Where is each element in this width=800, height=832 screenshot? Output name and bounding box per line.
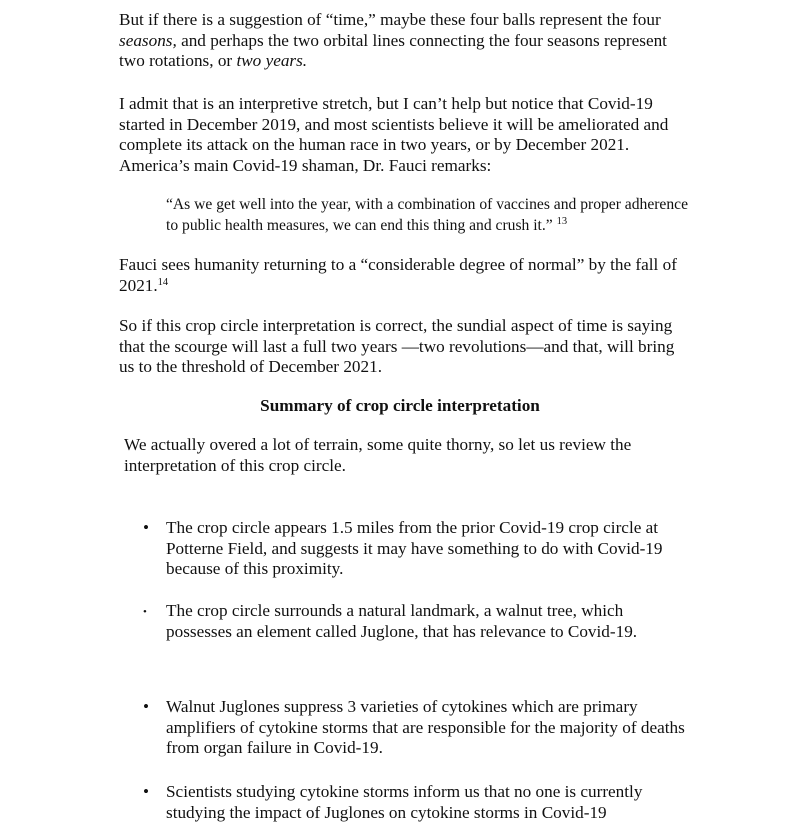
- footnote-marker-13: 13: [556, 215, 568, 227]
- paragraph-seasons-emphasis-2: two years.: [236, 51, 308, 71]
- bullet-item-walnut-tree: The crop circle surrounds a natural landmark, a walnut tree, which possesses an element called Juglone, that has relevance to Covid-19.: [166, 601, 638, 641]
- bullet-item-scientists: Scientists studying cytokine storms inform us that no one is currently studying the impact of Juglones on cytokine storms in Covid-19: [166, 782, 643, 822]
- bullet-marker: •: [143, 518, 150, 537]
- paragraph-seasons-emphasis-1: seasons,: [119, 30, 177, 50]
- paragraph-seasons-text-2: and perhaps the two orbital lines connecting the four seasons represent two rotations, or: [119, 30, 667, 71]
- bullet-marker: •: [143, 606, 147, 618]
- paragraph-seasons-text-1: But if there is a suggestion of “time,” maybe these four balls represent the four: [119, 10, 661, 29]
- fauci-quote: [166, 195, 696, 236]
- paragraph-sundial: So if this crop circle interpretation is correct, the sundial aspect of time is saying that the scourge will last a full two years —two revolutions—and that, will bring us to the threshold of December 2021.: [119, 316, 675, 377]
- paragraph-fauci-normal-text: Fauci sees humanity returning to a “considerable degree of normal” by the fall of 2021.: [119, 255, 677, 295]
- summary-intro: We actually overed a lot of terrain, some quite thorny, so let us review the interpretation of this crop circle.: [124, 435, 632, 475]
- paragraph-seasons: [119, 10, 689, 72]
- paragraph-interpretive-stretch: I admit that is an interpretive stretch, but I can’t help but notice that Covid-19 started in December 2019, and most scientists believe it will be ameliorated and complete its attack on the human race in two years, or by December 2021. America’s main Covid-19 shaman, Dr. Fauci remarks:: [119, 94, 669, 175]
- bullet-marker: •: [143, 782, 150, 801]
- footnote-marker-14: 14: [157, 276, 169, 288]
- paragraph-fauci-normal: [119, 255, 689, 296]
- bullet-marker: •: [143, 697, 150, 716]
- summary-heading: Summary of crop circle interpretation: [260, 396, 540, 415]
- bullet-item-cytokines: Walnut Juglones suppress 3 varieties of cytokines which are primary amplifiers of cytokine storms that are responsible for the majority of deaths from organ failure in Covid-19.: [166, 697, 685, 758]
- bullet-item-proximity: The crop circle appears 1.5 miles from the prior Covid-19 crop circle at Potterne Field, and suggests it may have something to do with Covid-19 because of this proximity.: [166, 518, 663, 579]
- fauci-quote-text: “As we get well into the year, with a combination of vaccines and proper adherence to public health measures, we can end this thing and crush it.”: [166, 196, 688, 234]
